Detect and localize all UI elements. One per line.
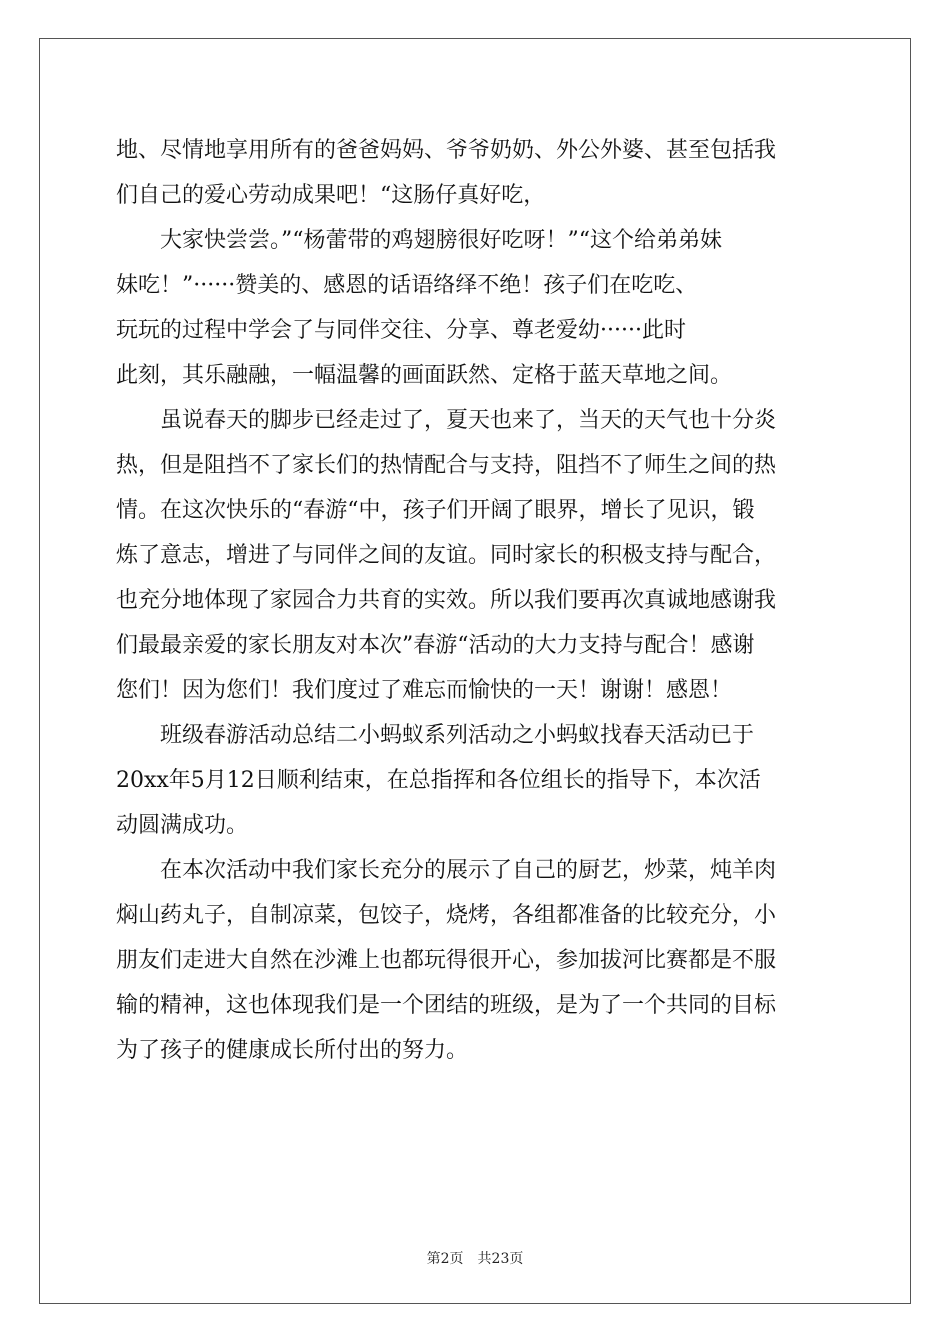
text-line: 情。在这次快乐的“春游“中，孩子们开阔了眼界，增长了见识，锻	[116, 498, 755, 523]
text-line: 妹吃！”······赞美的、感恩的话语络绎不绝！孩子们在吃吃、	[116, 273, 698, 298]
text-line: 炼了意志，增进了与同伴之间的友谊。同时家长的积极支持与配合，	[116, 543, 777, 568]
text-line: 地、尽情地享用所有的爸爸妈妈、爷爷奶奶、外公外婆、甚至包括我	[116, 138, 777, 163]
text-line: 班级春游活动总结二小蚂蚁系列活动之小蚂蚁找春天活动已于	[116, 723, 755, 748]
text-line: 热，但是阻挡不了家长们的热情配合与支持，阻挡不了师生之间的热	[116, 453, 777, 478]
text-line: 们自己的爱心劳动成果吧！“这肠仔真好吃，	[116, 183, 546, 208]
text-line: 朋友们走进大自然在沙滩上也都玩得很开心，参加拔河比赛都是不服	[116, 948, 777, 973]
text-line: 们最最亲爱的家长朋友对本次”春游“活动的大力支持与配合！感谢	[116, 633, 755, 658]
total-pages: 共23页	[477, 1251, 524, 1267]
text-line: 动圆满成功。	[116, 813, 249, 838]
current-page-number: 第2页	[426, 1251, 464, 1267]
page-footer	[0, 1248, 950, 1268]
text-line: 也充分地体现了家园合力共育的实效。所以我们要再次真诚地感谢我	[116, 588, 777, 613]
text-line: 此刻，其乐融融，一幅温馨的画面跃然、定格于蓝天草地之间。	[116, 363, 733, 388]
text-line: 焖山药丸子，自制凉菜，包饺子，烧烤，各组都准备的比较充分，小	[116, 903, 777, 928]
text-line: 您们！因为您们！我们度过了难忘而愉快的一天！谢谢！感恩！	[116, 678, 733, 703]
text-line: 输的精神，这也体现我们是一个团结的班级，是为了一个共同的目标	[116, 993, 777, 1018]
text-line: 虽说春天的脚步已经走过了，夏天也来了，当天的天气也十分炎	[116, 408, 777, 433]
text-line: 大家快尝尝。”“杨蕾带的鸡翅膀很好吃呀！”“这个给弟弟妹	[116, 228, 722, 253]
text-line: 在本次活动中我们家长充分的展示了自己的厨艺，炒菜，炖羊肉	[116, 858, 777, 883]
text-line: 20xx年5月12日顺利结束，在总指挥和各位组长的指导下，本次活	[116, 768, 761, 793]
text-line: 玩玩的过程中学会了与同伴交往、分享、尊老爱幼······此时	[116, 318, 686, 343]
document-body	[116, 128, 836, 1073]
text-line: 为了孩子的健康成长所付出的努力。	[116, 1038, 469, 1063]
